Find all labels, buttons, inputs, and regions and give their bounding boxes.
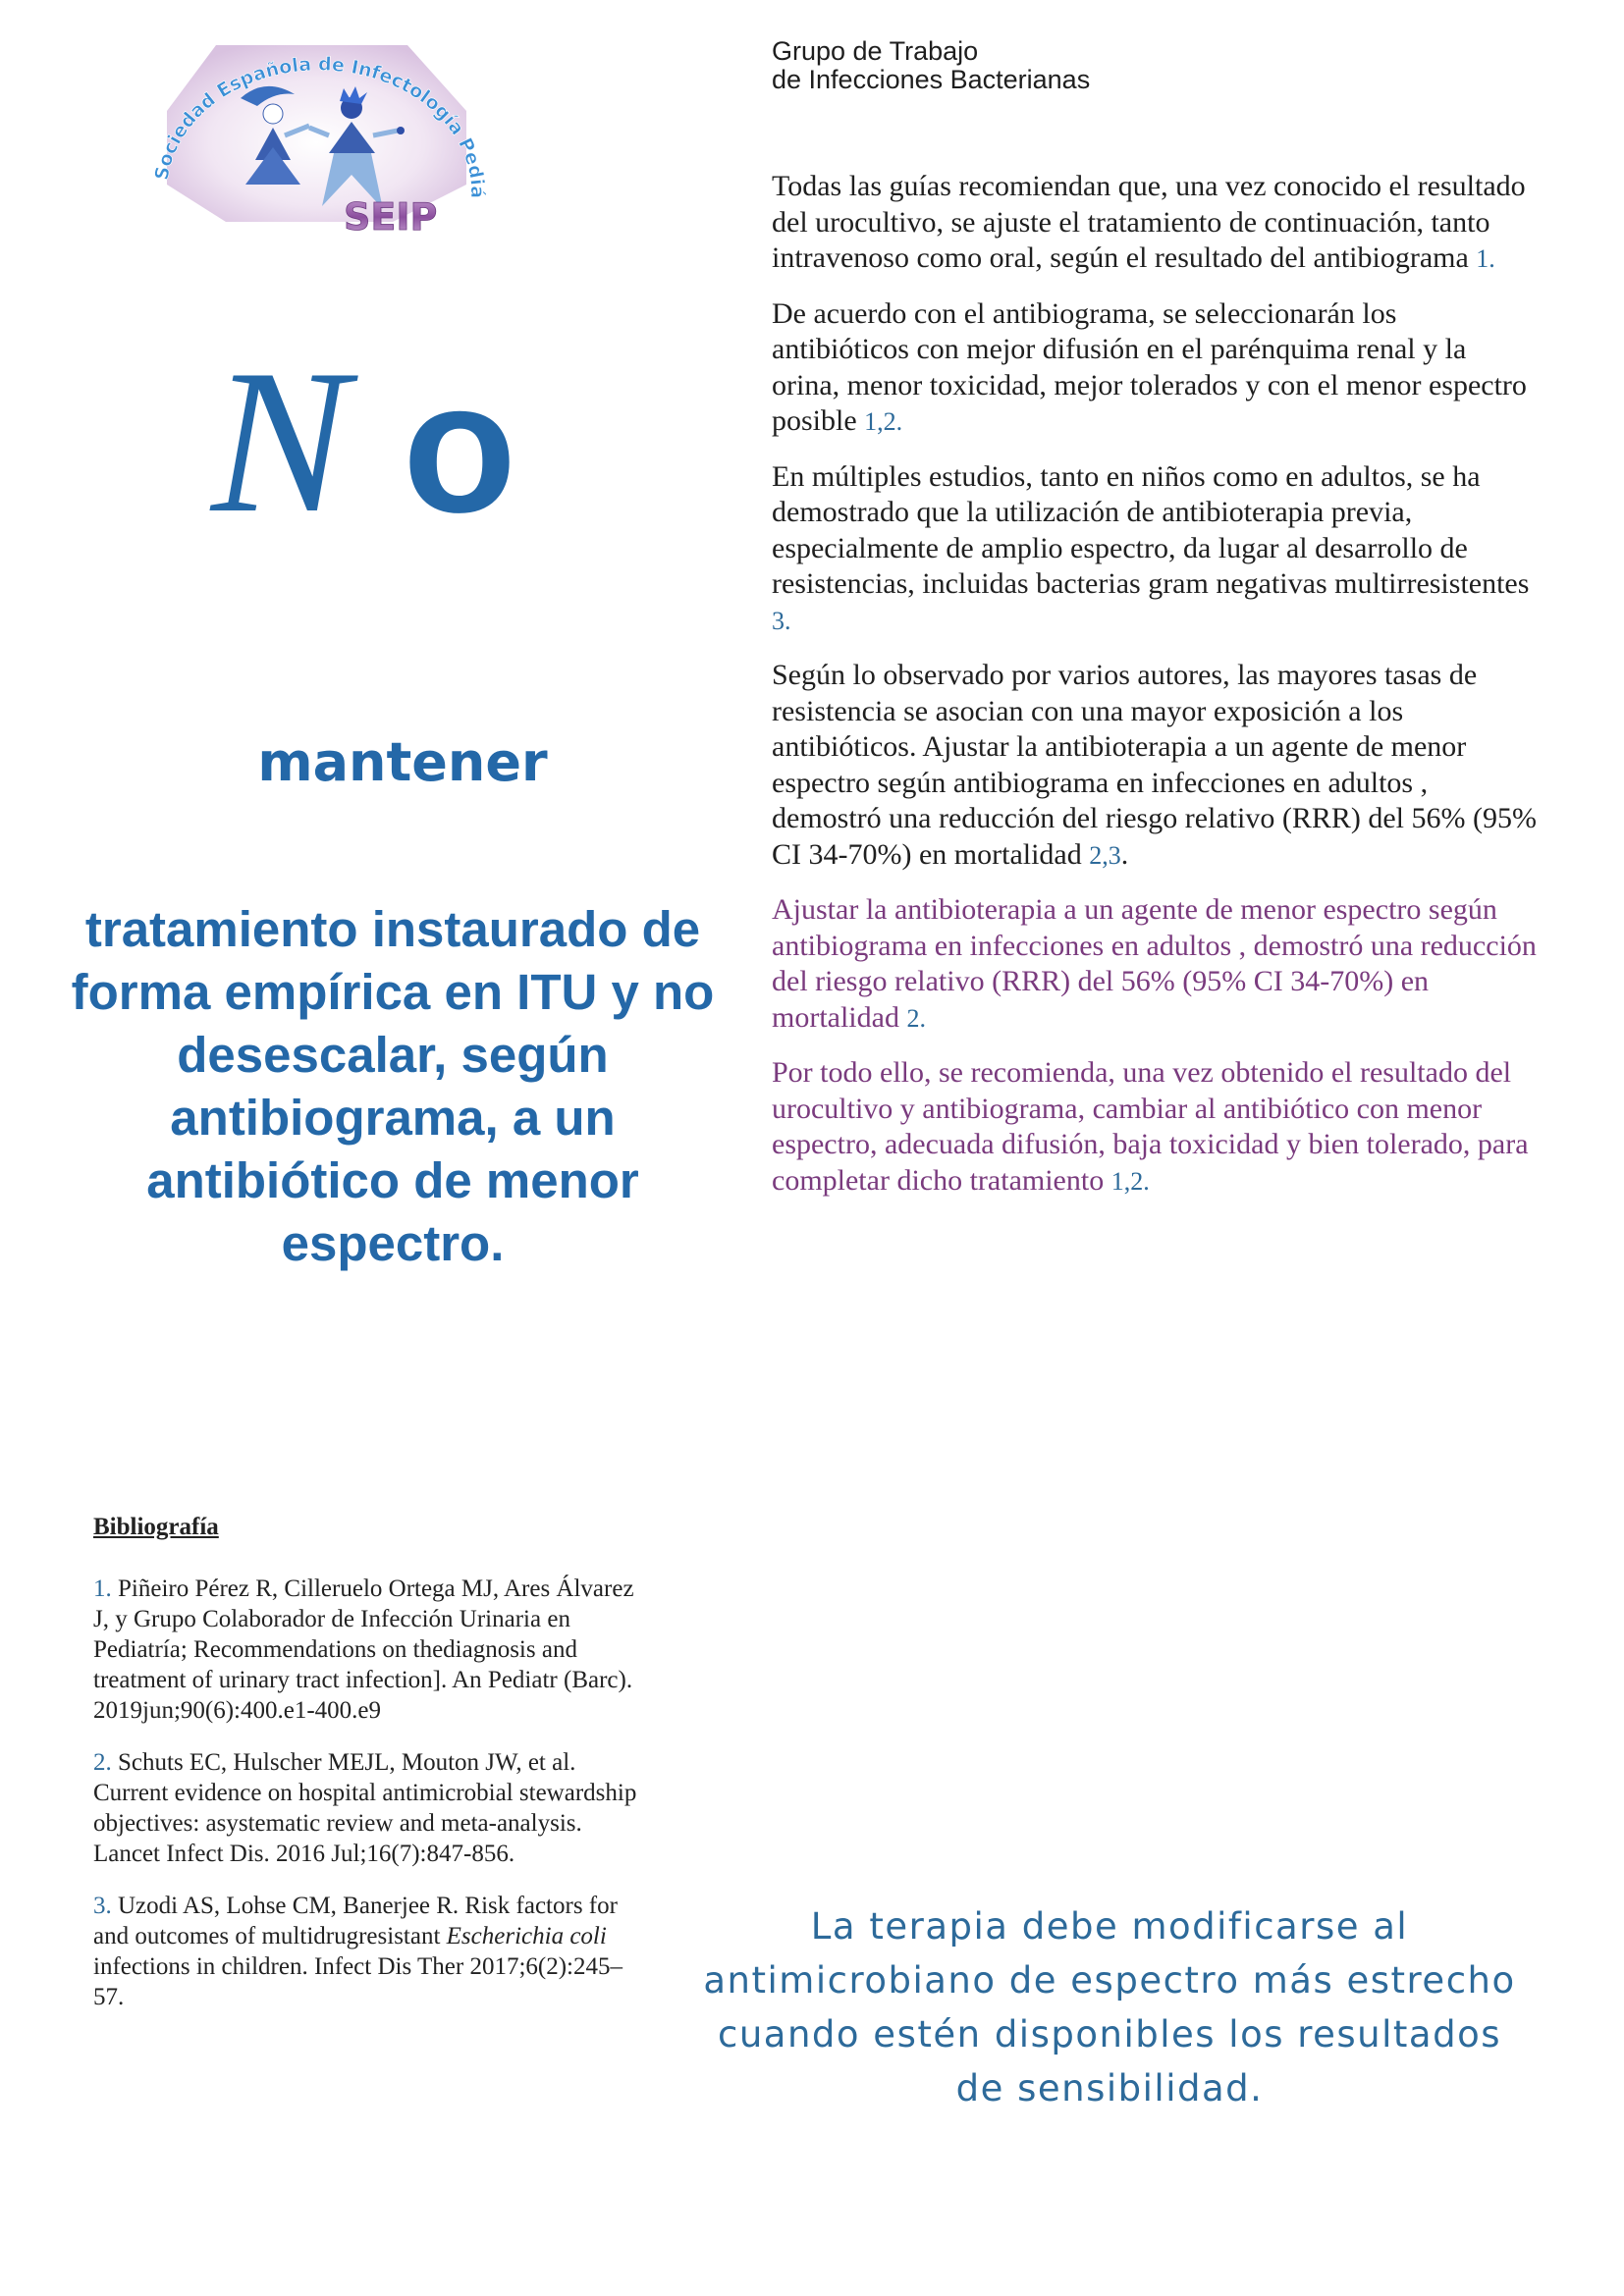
citation-ref: 3. bbox=[772, 606, 791, 635]
body-paragraph bbox=[772, 169, 1538, 278]
paragraph-text: De acuerdo con el antibiograma, se seleccionarán los antibióticos con mejor difusión en el parénquima renal y la orina, menor toxicidad, mejor tolerados y con el menor espectro posible bbox=[772, 296, 1527, 437]
paragraph-text: En múltiples estudios, tanto en niños como en adultos, se ha demostrado que la utilización de antibioterapia previa, especialmente de amplio espectro, da lugar al desarrollo de resistencias, incluidas bacterias gram negativas multirresistentes bbox=[772, 459, 1530, 600]
body-paragraph bbox=[772, 459, 1538, 640]
entry-text: Schuts EC, Hulscher MEJL, Mouton JW, et al. Current evidence on hospital antimicrobial stewardship objectives: asystematic review and meta-analysis. Lancet Infect Dis. 2016 Jul;16(7):847-856. bbox=[93, 1749, 637, 1867]
header-line-1: Grupo de Trabajo bbox=[772, 36, 979, 66]
seip-logo-graphic bbox=[147, 37, 501, 234]
body-paragraph bbox=[772, 658, 1538, 874]
citation-ref: 2,3 bbox=[1089, 840, 1121, 870]
headline-no-o: o bbox=[403, 344, 517, 552]
headline-statement: tratamiento instaurado de forma empírica en ITU y no desescalar, según antibiograma, a un antibiótico de menor espectro. bbox=[71, 901, 715, 1271]
bibliography bbox=[93, 1512, 643, 2034]
paragraph-text: Todas las guías recomiendan que, una vez conocido el resultado del urocultivo, se ajuste el tratamiento de continuación, tanto intravenoso como oral, según el resultado del antibiograma bbox=[772, 170, 1526, 274]
bibliography-entry bbox=[93, 1891, 643, 2012]
bibliography-entry bbox=[93, 1574, 643, 1726]
working-group-header bbox=[772, 37, 1090, 94]
seip-logo bbox=[147, 37, 501, 234]
body-paragraph bbox=[772, 296, 1538, 441]
body-text-column bbox=[772, 169, 1538, 1218]
citation-ref: 1. bbox=[1476, 244, 1495, 273]
paragraph-text: Según lo observado por varios autores, las mayores tasas de resistencia se asocian con una mayor exposición a los antibióticos. Ajustar la antibioterapia a un agente de menor espectro según antibiograma en infecciones en adultos , demostró una reducción del riesgo relativo (RRR) del 56% (95% CI 34-70%) en mortalidad bbox=[772, 659, 1537, 871]
logo-arc-text: Sociedad Española de Infectología Pediá bbox=[150, 53, 489, 199]
entry-text: Uzodi AS, Lohse CM, Banerjee R. Risk factors for and outcomes of multidrugresistant bbox=[93, 1893, 618, 1949]
headline-verb: mantener bbox=[257, 731, 548, 793]
headline-no bbox=[211, 328, 565, 556]
paragraph-text: Ajustar la antibioterapia a un agente de menor espectro según antibiograma en infecciones en adultos , demostró una reducción del riesgo relativo (RRR) del 56% (95% CI 34-70%) en mortalidad bbox=[772, 893, 1537, 1034]
citation-ref: 2. bbox=[906, 1003, 926, 1033]
entry-number: 1. bbox=[93, 1575, 112, 1602]
bibliography-entry bbox=[93, 1747, 643, 1869]
entry-text-after: infections in children. Infect Dis Ther 2017;6(2):245–57. bbox=[93, 1953, 623, 2010]
citation-ref: 1,2. bbox=[864, 407, 903, 436]
bibliography-title: Bibliografía bbox=[93, 1514, 219, 1540]
header-line-2: de Infecciones Bacterianas bbox=[772, 65, 1091, 94]
paragraph-text: Por todo ello, se recomienda, una vez obtenido el resultado del urocultivo y antibiograma, cambiar al antibiótico con menor espectro, adecuada difusión, baja toxicidad y bien tolerado, para completar dicho tratamiento bbox=[772, 1056, 1529, 1197]
entry-number: 2. bbox=[93, 1749, 112, 1776]
entry-text: Piñeiro Pérez R, Cilleruelo Ortega MJ, Ares Álvarez J, y Grupo Colaborador de Infección Urinaria en Pediatría; Recommendations on thediagnosis and treatment of urinary tract infection]. An Pediatr (Barc). 2019jun;90(6):400.e1-400.e9 bbox=[93, 1575, 634, 1724]
body-paragraph-highlight bbox=[772, 892, 1538, 1037]
entry-species-italic: Escherichia coli bbox=[446, 1923, 607, 1949]
body-paragraph-recommendation bbox=[772, 1055, 1538, 1200]
entry-number: 3. bbox=[93, 1893, 112, 1919]
citation-ref: 1,2. bbox=[1110, 1166, 1150, 1196]
key-message-callout: La terapia debe modificarse al antimicrobiano de espectro más estrecho cuando estén disponibles los resultados de sensibilidad. bbox=[703, 1905, 1516, 2109]
paragraph-tail: . bbox=[1120, 837, 1129, 871]
logo-acronym: SEIP bbox=[344, 195, 438, 234]
headline-no-n: N bbox=[211, 328, 346, 556]
